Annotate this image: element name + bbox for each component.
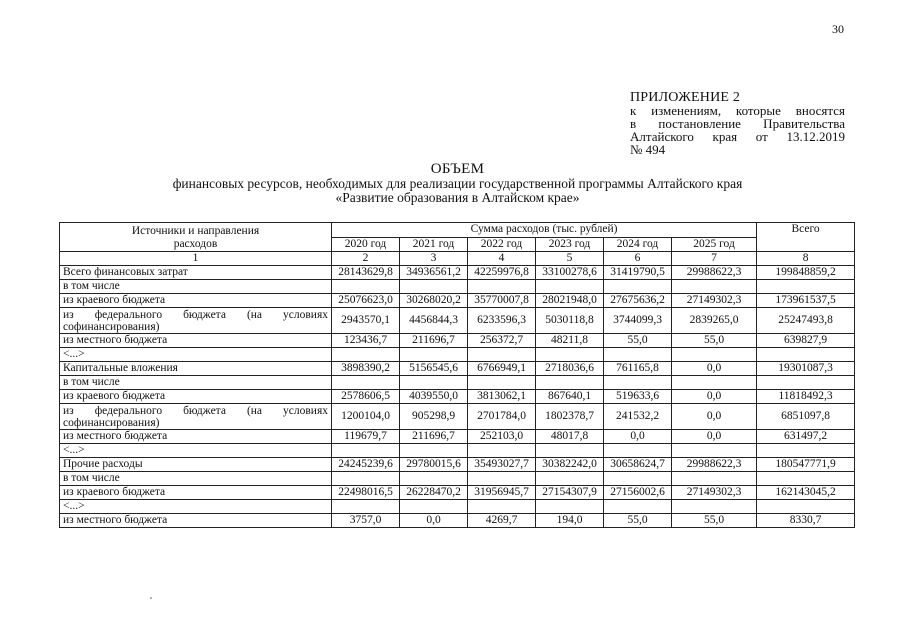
row-value	[757, 280, 855, 294]
row-value: 4269,7	[468, 514, 536, 528]
row-value	[536, 444, 604, 458]
row-value: 199848859,2	[757, 266, 855, 280]
row-value	[400, 348, 468, 362]
header-sources: Источники и направления расходов	[60, 223, 332, 252]
column-index: 8	[757, 252, 855, 266]
row-value: 42259976,8	[468, 266, 536, 280]
row-label: из федерального бюджета (на условиях софинансирования)	[60, 308, 332, 334]
row-value	[332, 472, 400, 486]
row-value	[400, 500, 468, 514]
row-value: 6233596,3	[468, 308, 536, 334]
row-label: <...>	[60, 444, 332, 458]
row-label: из местного бюджета	[60, 430, 332, 444]
row-value	[400, 280, 468, 294]
row-value: 24245239,6	[332, 458, 400, 472]
table-row	[60, 430, 855, 444]
column-index: 3	[400, 252, 468, 266]
row-value	[332, 444, 400, 458]
row-value: 6766949,1	[468, 362, 536, 376]
row-value	[332, 500, 400, 514]
row-value	[672, 376, 757, 390]
row-value	[672, 348, 757, 362]
row-label: в том числе	[60, 280, 332, 294]
column-index-row	[60, 252, 855, 266]
row-value: 27149302,3	[672, 294, 757, 308]
row-value: 19301087,3	[757, 362, 855, 376]
header-year: 2020 год	[332, 237, 400, 252]
row-value: 0,0	[672, 362, 757, 376]
row-value: 519633,6	[604, 390, 672, 404]
column-index: 5	[536, 252, 604, 266]
row-value	[468, 376, 536, 390]
row-value: 55,0	[672, 514, 757, 528]
table-row	[60, 444, 855, 458]
row-value	[672, 444, 757, 458]
table-row	[60, 500, 855, 514]
row-value: 5156545,6	[400, 362, 468, 376]
row-label: Всего финансовых затрат	[60, 266, 332, 280]
row-value: 27149302,3	[672, 486, 757, 500]
row-value	[468, 348, 536, 362]
row-value: 8330,7	[757, 514, 855, 528]
header-year: 2022 год	[468, 237, 536, 252]
table-row	[60, 472, 855, 486]
row-value: 2943570,1	[332, 308, 400, 334]
row-value	[672, 280, 757, 294]
column-index: 4	[468, 252, 536, 266]
table-row	[60, 266, 855, 280]
row-value: 27156002,6	[604, 486, 672, 500]
header-year: 2023 год	[536, 237, 604, 252]
appendix-line: к изменениям, которые вносятся	[630, 103, 845, 118]
row-value	[332, 280, 400, 294]
row-value: 1802378,7	[536, 404, 604, 430]
row-value: 905298,9	[400, 404, 468, 430]
table-row	[60, 348, 855, 362]
row-value	[468, 444, 536, 458]
document-title: ОБЪЕМ	[430, 161, 485, 177]
column-index: 6	[604, 252, 672, 266]
row-value: 35493027,7	[468, 458, 536, 472]
row-value: 3744099,3	[604, 308, 672, 334]
column-index: 2	[332, 252, 400, 266]
row-value: 639827,9	[757, 334, 855, 348]
row-value	[536, 376, 604, 390]
row-value: 162143045,2	[757, 486, 855, 500]
row-value	[468, 472, 536, 486]
row-value: 5030118,8	[536, 308, 604, 334]
row-value	[757, 348, 855, 362]
column-index: 1	[60, 252, 332, 266]
table-row	[60, 458, 855, 472]
table-row	[60, 514, 855, 528]
row-value: 28021948,0	[536, 294, 604, 308]
row-label: <...>	[60, 500, 332, 514]
row-value: 29988622,3	[672, 266, 757, 280]
document-subtitle: финансовых ресурсов, необходимых для реализации государственной программы Алтайского края	[172, 176, 743, 191]
row-value: 30382242,0	[536, 458, 604, 472]
row-value	[400, 376, 468, 390]
row-label: из краевого бюджета	[60, 390, 332, 404]
row-value: 11818492,3	[757, 390, 855, 404]
appendix-line: Алтайского края от 13.12.2019	[630, 129, 845, 144]
row-value	[672, 472, 757, 486]
budget-table	[59, 222, 855, 528]
row-value: 119679,7	[332, 430, 400, 444]
table-row	[60, 308, 855, 334]
row-value: 31419790,5	[604, 266, 672, 280]
row-value	[536, 472, 604, 486]
row-value	[400, 472, 468, 486]
row-value	[604, 376, 672, 390]
row-value: 4039550,0	[400, 390, 468, 404]
row-value: 2578606,5	[332, 390, 400, 404]
row-value: 123436,7	[332, 334, 400, 348]
row-value: 6851097,8	[757, 404, 855, 430]
appendix-title: ПРИЛОЖЕНИЕ 2	[630, 90, 741, 105]
header-total: Всего	[757, 223, 855, 252]
row-value: 55,0	[604, 334, 672, 348]
row-value: 252103,0	[468, 430, 536, 444]
row-value	[332, 348, 400, 362]
row-value	[536, 500, 604, 514]
row-value: 0,0	[672, 390, 757, 404]
row-value: 3757,0	[332, 514, 400, 528]
header-year: 2024 год	[604, 237, 672, 252]
appendix-block	[630, 91, 845, 156]
row-value: 31956945,7	[468, 486, 536, 500]
row-value	[757, 472, 855, 486]
row-value: 25076623,0	[332, 294, 400, 308]
row-value	[604, 500, 672, 514]
row-value: 0,0	[400, 514, 468, 528]
table-row	[60, 280, 855, 294]
row-label: Капитальные вложения	[60, 362, 332, 376]
row-value	[536, 348, 604, 362]
row-value: 35770007,8	[468, 294, 536, 308]
row-value: 27154307,9	[536, 486, 604, 500]
row-value: 2701784,0	[468, 404, 536, 430]
header-sum: Сумма расходов (тыс. рублей)	[332, 223, 757, 238]
row-value: 211696,7	[400, 430, 468, 444]
row-value: 867640,1	[536, 390, 604, 404]
row-value: 48017,8	[536, 430, 604, 444]
row-label: в том числе	[60, 376, 332, 390]
appendix-line: в постановление Правительства	[630, 116, 845, 131]
row-label: из местного бюджета	[60, 334, 332, 348]
row-value: 34936561,2	[400, 266, 468, 280]
appendix-number: № 494	[630, 142, 666, 157]
row-value: 3813062,1	[468, 390, 536, 404]
row-value	[757, 500, 855, 514]
header-year: 2021 год	[400, 237, 468, 252]
row-value: 22498016,5	[332, 486, 400, 500]
row-value	[604, 444, 672, 458]
row-value: 30268020,2	[400, 294, 468, 308]
row-value: 29780015,6	[400, 458, 468, 472]
row-value: 55,0	[604, 514, 672, 528]
table-row	[60, 294, 855, 308]
row-value: 55,0	[672, 334, 757, 348]
row-label: из местного бюджета	[60, 514, 332, 528]
row-value	[536, 280, 604, 294]
row-label: из краевого бюджета	[60, 294, 332, 308]
row-value	[604, 472, 672, 486]
scan-speck	[150, 597, 152, 599]
row-value: 30658624,7	[604, 458, 672, 472]
row-value: 28143629,8	[332, 266, 400, 280]
row-value: 3898390,2	[332, 362, 400, 376]
document-heading	[60, 162, 855, 205]
row-value	[468, 500, 536, 514]
row-label: из краевого бюджета	[60, 486, 332, 500]
row-value: 761165,8	[604, 362, 672, 376]
row-value: 25247493,8	[757, 308, 855, 334]
table-row	[60, 376, 855, 390]
row-value	[604, 348, 672, 362]
row-value: 29988622,3	[672, 458, 757, 472]
row-value: 211696,7	[400, 334, 468, 348]
row-label: Прочие расходы	[60, 458, 332, 472]
row-value	[468, 280, 536, 294]
table-row	[60, 390, 855, 404]
page-number: 30	[832, 22, 844, 36]
table-row	[60, 362, 855, 376]
row-value: 2839265,0	[672, 308, 757, 334]
row-label: в том числе	[60, 472, 332, 486]
row-value: 1200104,0	[332, 404, 400, 430]
row-value: 26228470,2	[400, 486, 468, 500]
row-value: 0,0	[672, 430, 757, 444]
row-value: 241532,2	[604, 404, 672, 430]
row-value	[757, 376, 855, 390]
row-label: <...>	[60, 348, 332, 362]
row-value	[672, 500, 757, 514]
row-value: 27675636,2	[604, 294, 672, 308]
row-value: 631497,2	[757, 430, 855, 444]
row-value	[332, 376, 400, 390]
row-value: 0,0	[604, 430, 672, 444]
table-row	[60, 334, 855, 348]
row-value: 48211,8	[536, 334, 604, 348]
row-value	[604, 280, 672, 294]
table-row	[60, 404, 855, 430]
program-name: «Развитие образования в Алтайском крае»	[335, 190, 580, 205]
row-value: 0,0	[672, 404, 757, 430]
table-row	[60, 486, 855, 500]
header-year: 2025 год	[672, 237, 757, 252]
row-value: 2718036,6	[536, 362, 604, 376]
row-value	[757, 444, 855, 458]
column-index: 7	[672, 252, 757, 266]
row-value: 180547771,9	[757, 458, 855, 472]
row-value: 33100278,6	[536, 266, 604, 280]
row-value	[400, 444, 468, 458]
row-label: из федерального бюджета (на условиях софинансирования)	[60, 404, 332, 430]
row-value: 194,0	[536, 514, 604, 528]
row-value: 256372,7	[468, 334, 536, 348]
row-value: 4456844,3	[400, 308, 468, 334]
row-value: 173961537,5	[757, 294, 855, 308]
